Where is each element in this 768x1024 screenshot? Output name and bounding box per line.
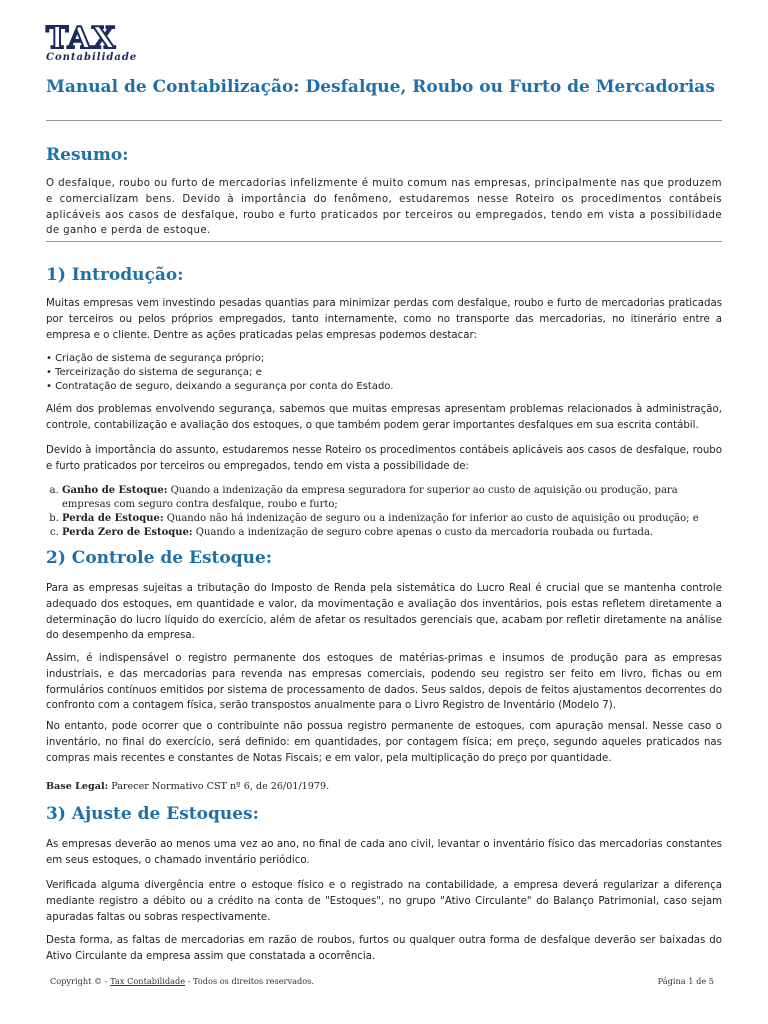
list-item: • Terceirização do sistema de segurança; e <box>46 367 262 378</box>
tax-contabilidade-link[interactable]: Tax Contabilidade <box>110 976 186 986</box>
controle-paragraph-1: Para as empresas sujeitas a tributação do Imposto de Renda pela sistemática do Lucro Real é crucial que se mantenha controle adequado dos estoques, em quantidade e valor, da movimentação e avaliação dos inventários, pois estas refletem diretamente a determinação do lucro líquido do exercício, além de afetar os resultados gerenciais que, acabam por refletir diretamente na análise do desempenho da empresa. <box>46 583 722 642</box>
list-item: • Contratação de seguro, deixando a segurança por conta do Estado. <box>46 381 394 392</box>
item-term: Perda Zero de Estoque: <box>62 527 193 538</box>
base-legal-label: Base Legal: <box>46 781 109 792</box>
list-item: • Criação de sistema de segurança próprio; <box>46 353 265 364</box>
item-text: Quando não há indenização de seguro ou a indenização for inferior ao custo de aquisição ou produção; e <box>163 513 699 524</box>
resumo-text: O desfalque, roubo ou furto de mercadorias infelizmente é muito comum nas empresas, principalmente nas que produzem e comercializam bens. Devido à importância do fenômeno, estudaremos nesse Roteiro os procedimentos contábeis aplicáveis aos casos de desfalque, roubo e furto praticados por terceiros ou empregados, tendo em vista a possibilidade de ganho e perda de estoque. <box>46 178 722 237</box>
ajuste-paragraph-1: As empresas deverão ao menos uma vez ao ano, no final de cada ano civil, levantar o inventário físico das mercadorias constantes em seus estoques, o chamado inventário periódico. <box>46 839 722 866</box>
intro-paragraph-1: Muitas empresas vem investindo pesadas quantias para minimizar perdas com desfalque, roubo e furto de mercadorias praticadas por terceiros ou pelos próprios empregados, tanto internamente, como no transporte das mercadorias, no itinerário entre a empresa e o cliente. Dentre as ações praticadas pelas empresas podemos destacar: <box>46 298 722 341</box>
logo-main-text: TAX <box>46 21 117 56</box>
item-term: Perda de Estoque: <box>62 513 164 524</box>
document-title: Manual de Contabilização: Desfalque, Roubo ou Furto de Mercadorias <box>46 77 715 97</box>
intro-alpha-list <box>46 484 722 540</box>
list-item <box>62 526 722 540</box>
ajuste-paragraph-2: Verificada alguma divergência entre o estoque físico e o registrado na contabilidade, a empresa deverá regularizar a diferença mediante registro a débito ou a crédito na conta de "Estoques", no grupo "Ativo Circulante" do Balanço Patrimonial, caso sejam apuradas faltas ou sobras respectivamente. <box>46 880 722 923</box>
intro-heading: 1) Introdução: <box>46 265 184 285</box>
controle-paragraph-3: No entanto, pode ocorrer que o contribuinte não possua registro permanente de estoques, com apuração mensal. Nesse caso o inventário, no final do exercício, será definido: em quantidades, por contagem física; em preço, segundo aqueles praticados nas compras mais recentes e constantes de Notas Fiscais; e em valor, pela multiplicação do preço por quantidade. <box>46 721 722 764</box>
list-item <box>62 484 722 512</box>
tax-logo <box>46 21 142 64</box>
divider <box>46 241 722 242</box>
copyright-suffix: - Todos os direitos reservados. <box>185 976 314 986</box>
base-legal <box>46 779 722 795</box>
copyright-prefix: Copyright © - <box>50 976 111 986</box>
controle-heading: 2) Controle de Estoque: <box>46 548 273 568</box>
intro-bullet-list <box>46 352 393 394</box>
controle-paragraph-2: Assim, é indispensável o registro permanente dos estoques de matérias-primas e insumos de produção para as empresas industriais, e das mercadorias para revenda nas empresas comerciais, podendo seu registro ser feito em livro, fichas ou em formulários contínuos emitidos por sistema de processamento de dados. Seus saldos, depois de feitos ajustamentos decorrentes do confronto com a contagem física, serão transpostos anualmente para o Livro Registro de Inventário (Modelo 7). <box>46 653 722 712</box>
base-legal-text: Parecer Normativo CST nº 6, de 26/01/1979. <box>108 781 330 792</box>
item-text: Quando a indenização da empresa seguradora for superior ao custo de aquisição ou produção, para empresas com seguro contra desfalque, roubo e furto; <box>62 485 678 510</box>
logo-sub-text: Contabilidade <box>46 52 138 63</box>
item-term: Ganho de Estoque: <box>62 485 168 496</box>
intro-paragraph-2: Além dos problemas envolvendo segurança, sabemos que muitas empresas apresentam problemas relacionados à administração, controle, contabilização e avaliação dos estoques, o que também podem gerar importantes desfalques em sua escrita contábil. <box>46 404 722 431</box>
ajuste-paragraph-3: Desta forma, as faltas de mercadorias em razão de roubos, furtos ou qualquer outra forma de desfalque deverão ser baixadas do Ativo Circulante da empresa assim que constatada a ocorrência. <box>46 935 722 962</box>
list-item <box>62 512 722 526</box>
page-number: Página 1 de 5 <box>657 976 714 986</box>
divider <box>46 120 722 121</box>
intro-paragraph-3: Devido à importância do assunto, estudaremos nesse Roteiro os procedimentos contábeis aplicáveis aos casos de desfalque, roubo e furto praticados por terceiros ou empregados, tendo em vista a possibilidade de: <box>46 445 722 472</box>
resumo-heading: Resumo: <box>46 145 129 165</box>
item-text: Quando a indenização de seguro cobre apenas o custo da mercadoria roubada ou furtada. <box>192 527 654 538</box>
page-footer <box>50 976 714 986</box>
ajuste-heading: 3) Ajuste de Estoques: <box>46 804 259 824</box>
